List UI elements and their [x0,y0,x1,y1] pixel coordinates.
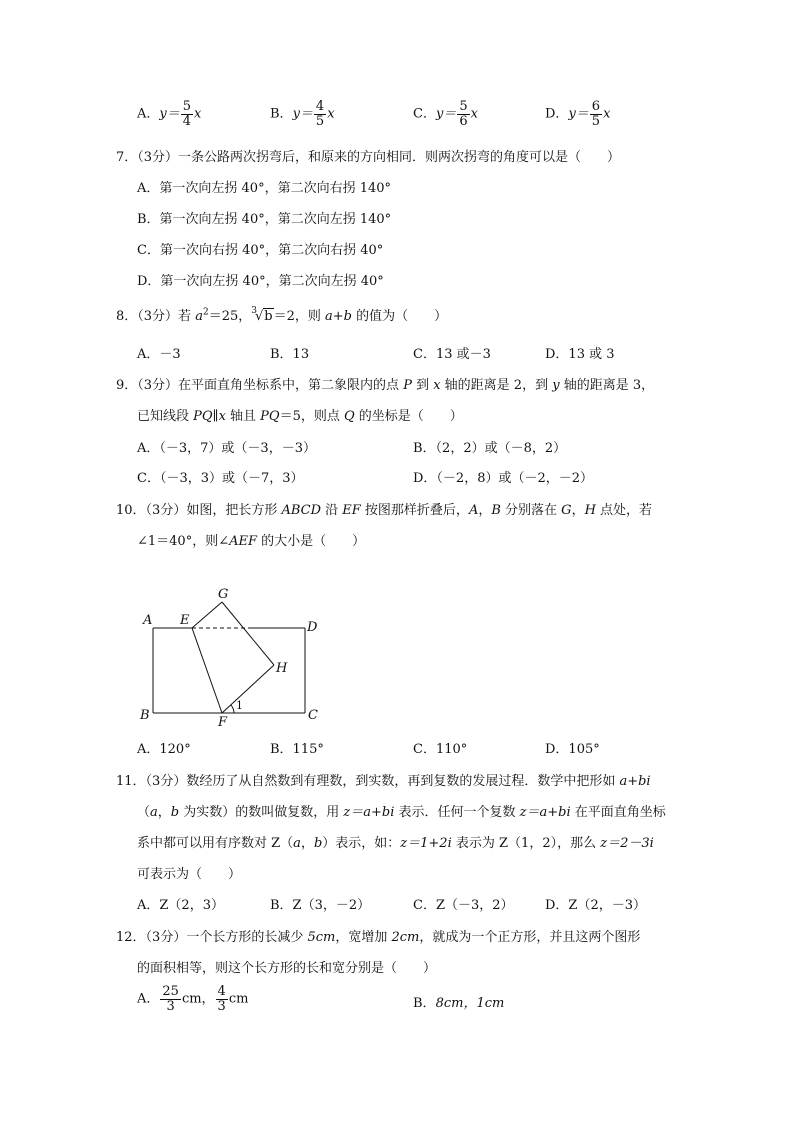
q10-stem-line1: 10．（3分）如图，把长方形 ABCD 沿 EF 按图那样折叠后，A，B 分别落在 G，H 点处，若 [116,503,653,518]
q12-option-a: A． $\frac{25}{3}$ cm， $\frac{4}{3}$ cm [137,984,249,1014]
q11-option-b: B．Z（3，－2） [270,898,371,913]
angle-1-arc [231,705,234,713]
edge-gh [222,602,274,665]
edge-hf [222,665,274,713]
edge-ef [192,628,222,713]
label-a: A [143,613,153,628]
q10-stem-line2: ∠1＝40°，则∠AEF 的大小是（ ） [137,534,366,549]
q7-option-a: A．第一次向左拐 40°，第二次向右拐 140° [137,181,392,196]
q11-stem-line3: 系中都可以用有序数对 Z（a，b）表示，如：z＝1+2i 表示为 Z（1，2），那么 z＝2－3i [137,836,654,851]
label-angle-1: 1 [236,699,243,712]
q10-option-d: D．105° [545,742,600,757]
q9-option-a: A．（－3，7）或（－3，－3） [137,441,316,456]
q8-option-c: C．13 或－3 [413,347,491,362]
label-e: E [180,613,190,628]
q11-option-c: C．Z（－3，2） [413,898,514,913]
q9-stem-line2: 已知线段 PQ∥x 轴且 PQ＝5，则点 Q 的坐标是（ ） [137,409,463,424]
q12-stem-line1: 12．（3分）一个长方形的长减少 5cm，宽增加 2cm，就成为一个正方形，并且这两个图形 [116,930,641,945]
q8-option-b: B．13 [270,347,310,362]
q12-stem-line2: 的面积相等，则这个长方形的长和宽分别是（ ） [137,961,437,976]
cube-root: $^3$√b [251,306,273,324]
label-g: G [218,587,229,602]
label-h: H [276,661,288,676]
q8-stem: 8．（3分）若 $a^2=25$，$^3$√b＝2，则 a+b 的值为（ ） [116,306,448,324]
q8-option-d: D．13 或 3 [545,347,615,362]
q12-option-b: B．8cm，1cm [413,996,505,1011]
q6-option-c: C．y＝ $\frac{5}{6}$ x [413,99,478,129]
q9-option-d: D．（－2，8）或（－2，－2） [413,471,594,486]
q9-stem-line1: 9．（3分）在平面直角坐标系中，第二象限内的点 P 到 x 轴的距离是 2，到 y 轴的距离是 3， [116,378,655,393]
q10-option-a: A．120° [137,742,191,757]
q10-option-c: C．110° [413,742,468,757]
q8-option-a: A．－3 [137,347,181,362]
q7-option-d: D．第一次向左拐 40°，第二次向左拐 40° [137,274,384,289]
q9-option-c: C．（－3，3）或（－7，3） [137,471,304,486]
label-d: D [307,620,318,635]
q10-option-b: B．115° [270,742,324,757]
q11-stem-line4: 可表示为（ ） [137,867,242,882]
label-c: C [308,708,318,723]
q6-option-a: A．y＝ $\frac{5}{4}$ x [137,99,202,129]
edge-eg [192,602,222,628]
q7-option-c: C．第一次向右拐 40°，第二次向右拐 40° [137,243,384,258]
q11-stem-line2: （a，b 为实数）的数叫做复数，用 z＝a+bi 表示．任何一个复数 z＝a+bi 在平面直角坐标 [137,805,666,820]
folded-rectangle-figure [130,580,330,730]
q6-option-b: B．y＝ $\frac{4}{5}$ x [270,99,335,129]
label-f: F [218,715,228,730]
label-b: B [140,708,150,723]
q11-option-d: D．Z（2，－3） [545,898,646,913]
q9-option-b: B．（2，2）或（－8，2） [413,441,567,456]
q11-option-a: A．Z（2，3） [137,898,224,913]
q6-option-d: D．y＝ $\frac{6}{5}$ x [545,99,611,129]
q7-option-b: B．第一次向左拐 40°，第二次向左拐 140° [137,212,392,227]
q7-stem: 7．（3分）一条公路两次拐弯后，和原来的方向相同．则两次拐弯的角度可以是（ ） [116,150,621,165]
q11-stem-line1: 11．（3分）数经历了从自然数到有理数，到实数，再到复数的发展过程．数学中把形如 a+bi [116,774,651,789]
